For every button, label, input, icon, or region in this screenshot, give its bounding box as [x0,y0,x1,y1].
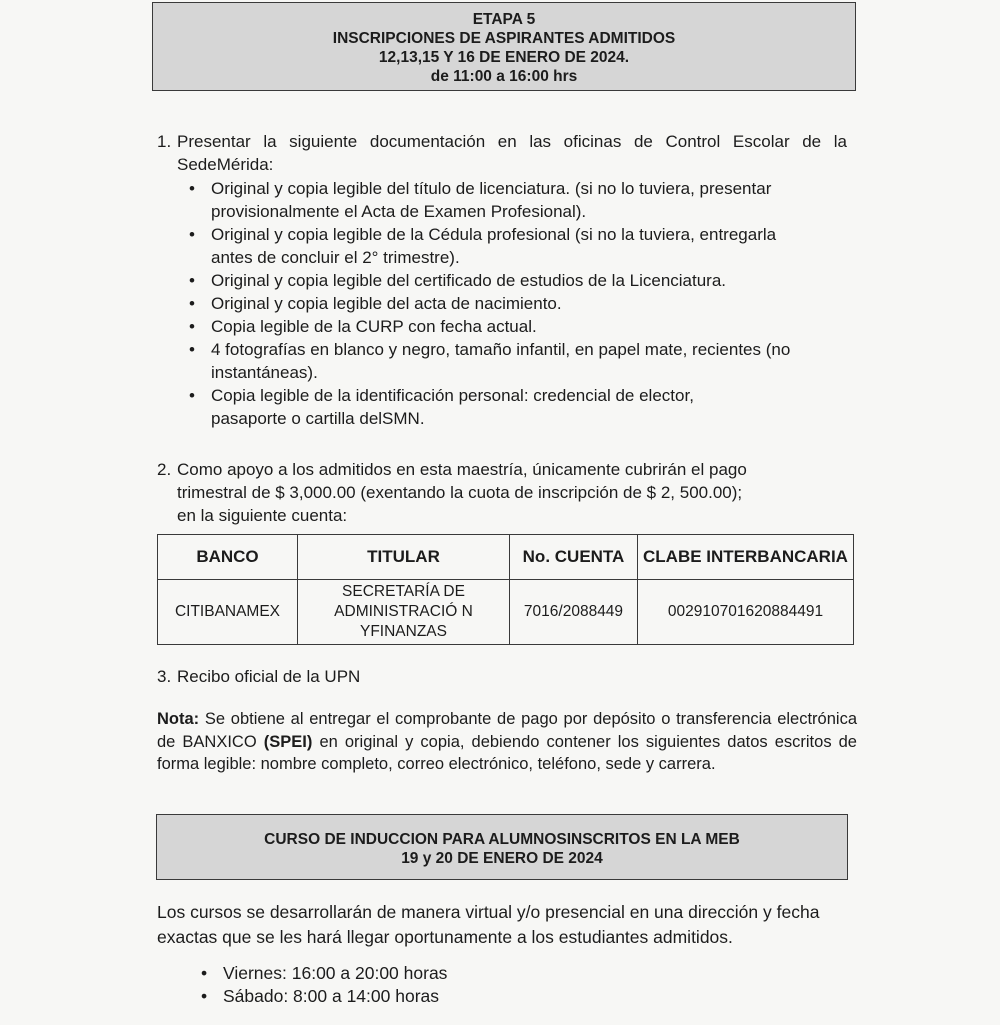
list-item: • Original y copia legible del acta de nacimiento. [185,292,815,315]
stage-dates: 12,13,15 Y 16 DE ENERO DE 2024. [378,49,630,66]
table-row [158,580,854,645]
col-header-account: No. CUENTA [510,535,638,580]
list-item: • 4 fotografías en blanco y negro, tamaño infantil, en papel mate, recientes (no instantáneas). [185,338,815,384]
list-item: • Copia legible de la identificación personal: credencial de elector, pasaporte o cartilla delSMN. [185,384,771,430]
item-2 [157,458,757,527]
stage-hours: de 11:00 a 16:00 hrs [430,68,578,85]
stage-subtitle: INSCRIPCIONES DE ASPIRANTES ADMITIDOS [332,30,676,47]
col-header-holder: TITULAR [298,535,510,580]
cell-account: 7016/2088449 [510,580,638,645]
stage-title: ETAPA 5 [472,11,536,28]
document-list [185,177,815,430]
item-2-number: 2. [157,460,172,479]
note-spei: (SPEI) [263,732,313,751]
item-2-text: Como apoyo a los admitidos en esta maestría, únicamente cubrirán el pago trimestral de $ 3,000.00 (exentando la cuota de inscripción de $ 2, 500.00); en la siguiente cuenta: [177,460,747,525]
course-schedule [157,962,657,1008]
cell-holder: SECRETARÍA DE ADMINISTRACIÓ N YFINANZAS [298,580,510,645]
note-text-1: Se obtiene al entregar el comprobante de pago por depósito o transferencia electrónica de BANXICO [157,710,857,751]
item-3-number: 3. [157,667,172,686]
table-header-row [158,535,854,580]
payment-note [157,708,857,776]
course-header [156,814,848,880]
course-description: Los cursos se desarrollarán de manera virtual y/o presencial en una dirección y fecha exactas que se les hará llegar oportunamente a los estudiantes admitidos. [157,902,820,947]
item-1-text: Presentar la siguiente documentación en las oficinas de Control Escolar de la SedeMérida: [177,132,847,174]
bank-account-table [157,534,854,645]
stage-header [152,2,856,91]
item-1 [157,130,847,430]
note-label: Nota: [157,710,200,728]
course-dates: 19 y 20 DE ENERO DE 2024 [401,850,603,867]
item-3 [157,665,557,688]
col-header-bank: BANCO [158,535,298,580]
list-item: • Copia legible de la CURP con fecha actual. [185,315,815,338]
course-title: CURSO DE INDUCCION PARA ALUMNOSINSCRITOS EN LA MEB [264,831,740,848]
cell-clabe: 002910701620884491 [638,580,854,645]
cell-bank: CITIBANAMEX [158,580,298,645]
note-text-2: en original y copia, debiendo contener los siguientes datos escritos de forma legible: nombre completo, correo electrónico, teléfono, sede y carrera. [157,732,857,773]
col-header-clabe: CLABE INTERBANCARIA [638,535,854,580]
schedule-item-friday: • Viernes: 16:00 a 20:00 horas [197,962,657,985]
list-item: • Original y copia legible de la Cédula profesional (si no la tuviera, entregarla antes de concluir el 2° trimestre). [185,223,815,269]
item-1-number: 1. [157,132,172,151]
item-3-text: Recibo oficial de la UPN [177,667,361,686]
schedule-item-saturday: • Sábado: 8:00 a 14:00 horas [197,985,657,1008]
list-item: • Original y copia legible del título de licenciatura. (si no lo tuviera, presentar provisionalmente el Acta de Examen Profesional). [185,177,815,223]
list-item: • Original y copia legible del certificado de estudios de la Licenciatura. [185,269,815,292]
